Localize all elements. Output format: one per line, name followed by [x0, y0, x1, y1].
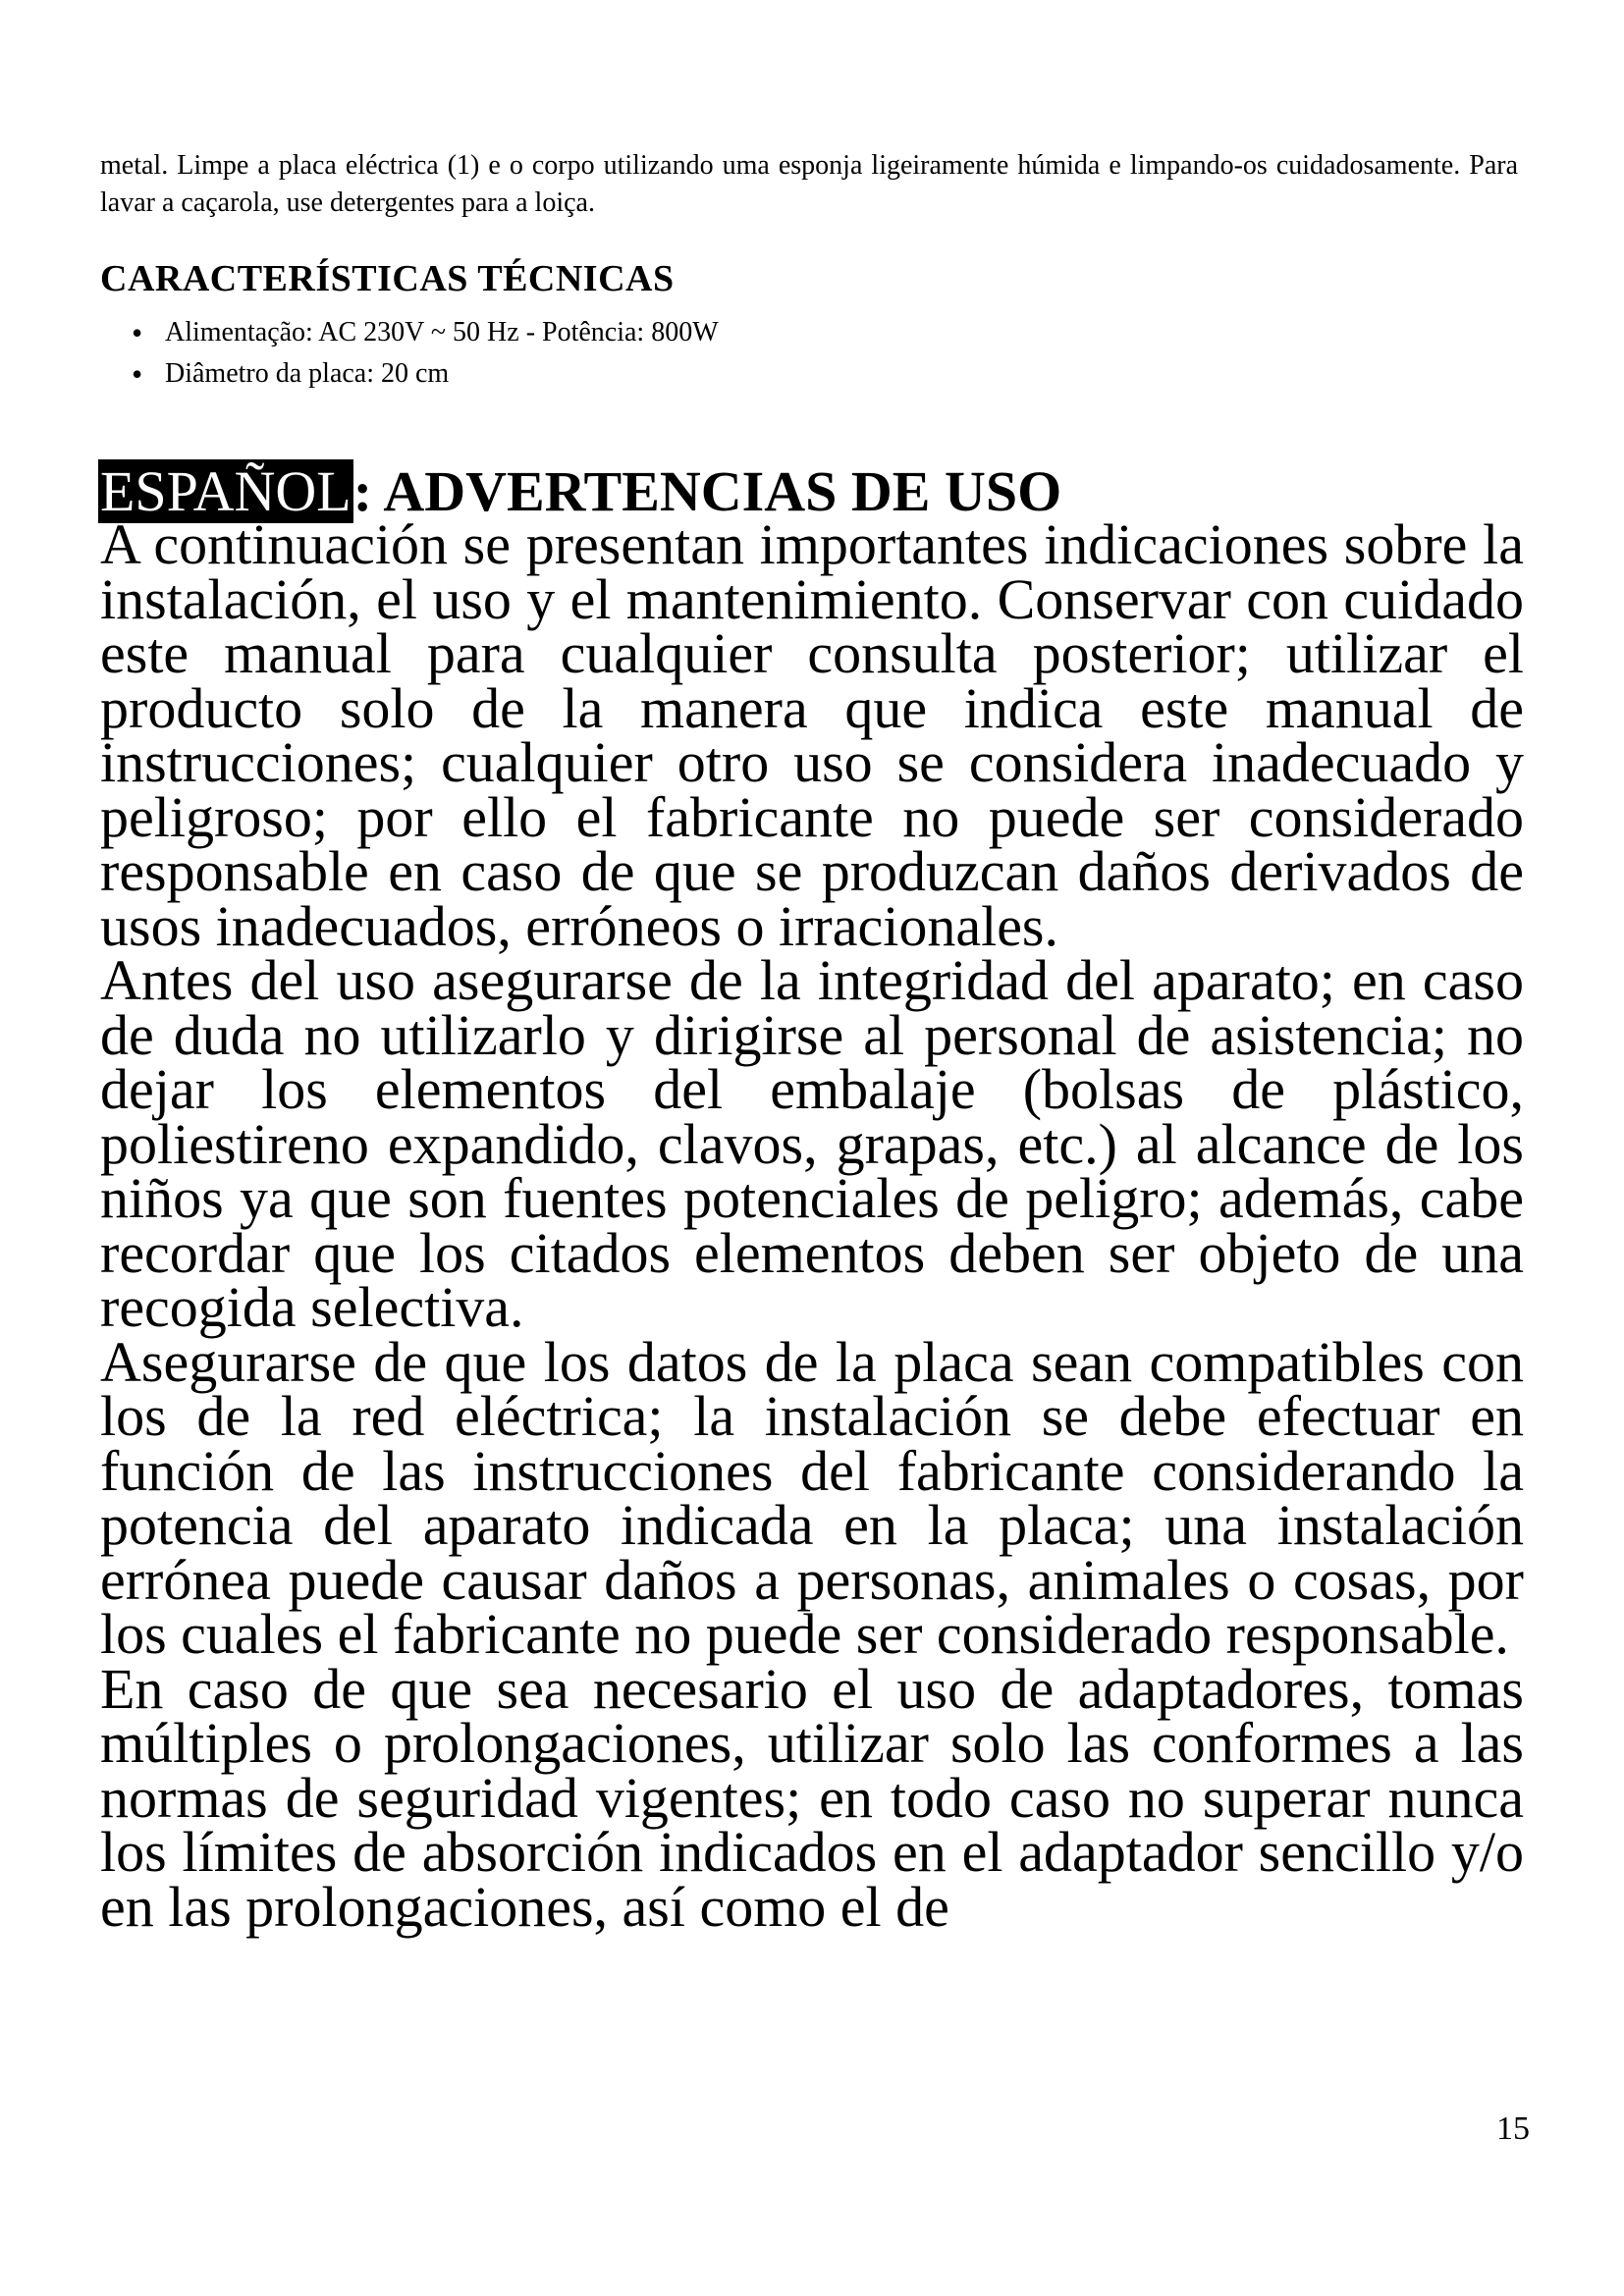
language-label: ESPAÑOL — [100, 459, 352, 523]
tech-spec-item-power: • Alimentação: AC 230V ~ 50 Hz - Potência: 800W — [100, 312, 719, 353]
intro-paragraph: metal. Limpe a placa eléctrica (1) e o corpo utilizando uma esponja ligeiramente húmida e limpando-os cuidadosamente. Para lavar a caçarola, use detergentes para a loiça. — [100, 150, 1518, 218]
warning-paragraph-intro: A continuación se presentan importantes indicaciones sobre la instalación, el uso y el mantenimiento. Conservar con cuidado este manual para cualquier consulta posterior; utilizar el producto solo de la manera que indica este manual de instrucciones; cualquier otro uso se considera inadecuado y peligroso; por ello el fabricante no puede ser considerado responsable en caso de que se produzcan daños derivados de usos inadecuados, erróneos o irracionales. — [100, 512, 1524, 958]
spanish-warnings-body — [100, 512, 1524, 1939]
tech-spec-item-diameter: • Diâmetro da placa: 20 cm — [100, 353, 719, 395]
tech-spec-list — [100, 312, 719, 395]
heading-title: : ADVERTENCIAS DE USO — [352, 459, 1062, 523]
warning-paragraph-adapters: En caso de que sea necesario el uso de adaptadores, tomas múltiples o prolongaciones, utilizar solo las conformes a las normas de seguridad vigentes; en todo caso no superar nunca los límites de absorción indicados en el adaptador sencillo y/o en las prolongaciones, así como el de — [100, 1656, 1524, 1939]
tech-section-title: CARACTERÍSTICAS TÉCNICAS — [100, 258, 675, 299]
page-number: 15 — [1496, 2110, 1530, 2147]
warning-paragraph-integrity: Antes del uso asegurarse de la integridad del aparato; en caso de duda no utilizarlo y dirigirse al personal de asistencia; no dejar los elementos del embalaje (bolsas de plástico, poliestireno expandido, clavos, grapas, etc.) al alcance de los niños ya que son fuentes potenciales de peligro; además, cabe recordar que los citados elementos deben ser objeto de una recogida selectiva. — [100, 948, 1524, 1339]
warning-paragraph-installation: Asegurarse de que los datos de la placa sean compatibles con los de la red eléctrica; la instalación se debe efectuar en función de las instrucciones del fabricante considerando la potencia del aparato indicada en la placa; una instalación errónea puede causar daños a personas, animales o cosas, por los cuales el fabricante no puede ser considerado responsable. — [100, 1329, 1524, 1666]
